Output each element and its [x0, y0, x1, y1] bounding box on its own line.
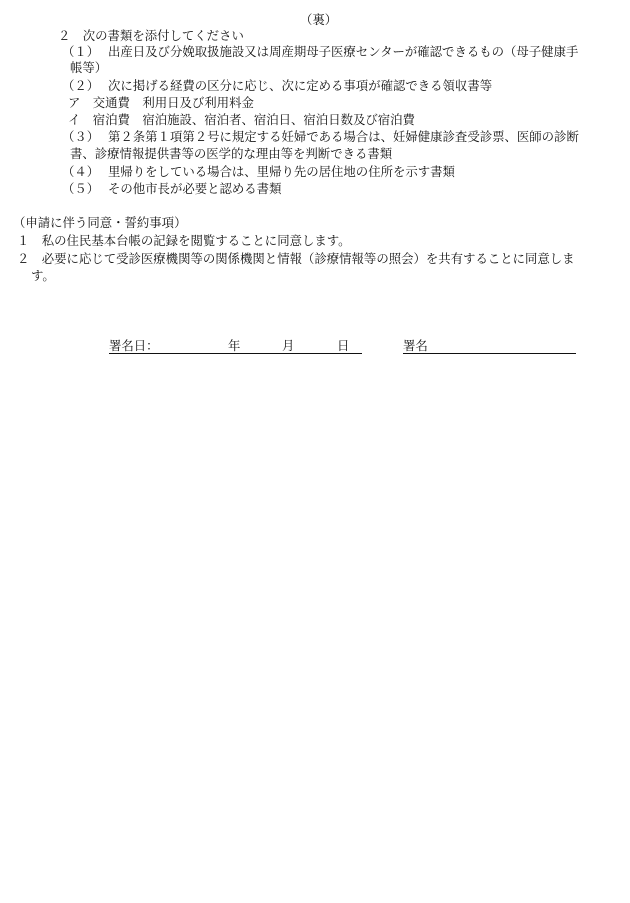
attachment-subitem: ア 交通費 利用日及び利用料金 [68, 95, 254, 110]
attachment-item-num: （４） [62, 164, 100, 179]
attachment-item-text: 出産日及び分娩取扱施設又は周産期母子医療センターが確認できるもの（母子健康手 [108, 44, 579, 59]
attachment-item-text: その他市長が必要と認める書類 [108, 181, 282, 196]
signature-year-label: 年 [228, 338, 241, 353]
attachment-item-continuation: 帳等） [70, 60, 108, 75]
attachment-item-num: （１） [62, 44, 100, 59]
attachment-item-continuation: 書、診療情報提供書等の医学的な理由等を判断できる書類 [70, 146, 393, 161]
signature-name-field[interactable] [403, 338, 576, 354]
page-marker: （裏） [300, 12, 338, 27]
signature-name-label: 署名 [403, 338, 428, 353]
signature-day-label: 日 [337, 338, 350, 353]
attachment-item-text: 里帰りをしている場合は、里帰り先の居住地の住所を示す書類 [108, 164, 455, 179]
attachment-item-text: 第２条第１項第２号に規定する妊婦である場合は、妊婦健康診査受診票、医師の診断 [108, 129, 579, 144]
consent-heading: （申請に伴う同意・誓約事項） [13, 215, 187, 230]
attachment-item-text: 次に掲げる経費の区分に応じ、次に定める事項が確認できる領収書等 [108, 78, 493, 93]
attachments-heading: ２ 次の書類を添付してください [58, 28, 244, 43]
attachment-item-num: （３） [62, 129, 100, 144]
attachment-item-num: （２） [62, 78, 100, 93]
consent-item: １ 私の住民基本台帳の記録を閲覧することに同意します。 [17, 233, 351, 248]
signature-date-label: 署名日： [109, 338, 159, 353]
attachment-item-num: （５） [62, 181, 100, 196]
consent-item: ２ 必要に応じて受診医療機関等の関係機関と情報（診療情報等の照会）を共有することに同意しま [17, 251, 575, 266]
signature-month-label: 月 [282, 338, 295, 353]
signature-row [0, 338, 630, 354]
consent-item-continuation: す。 [31, 268, 55, 283]
attachment-subitem: イ 宿泊費 宿泊施設、宿泊者、宿泊日、宿泊日数及び宿泊費 [68, 112, 415, 127]
signature-date-field[interactable] [109, 338, 362, 354]
